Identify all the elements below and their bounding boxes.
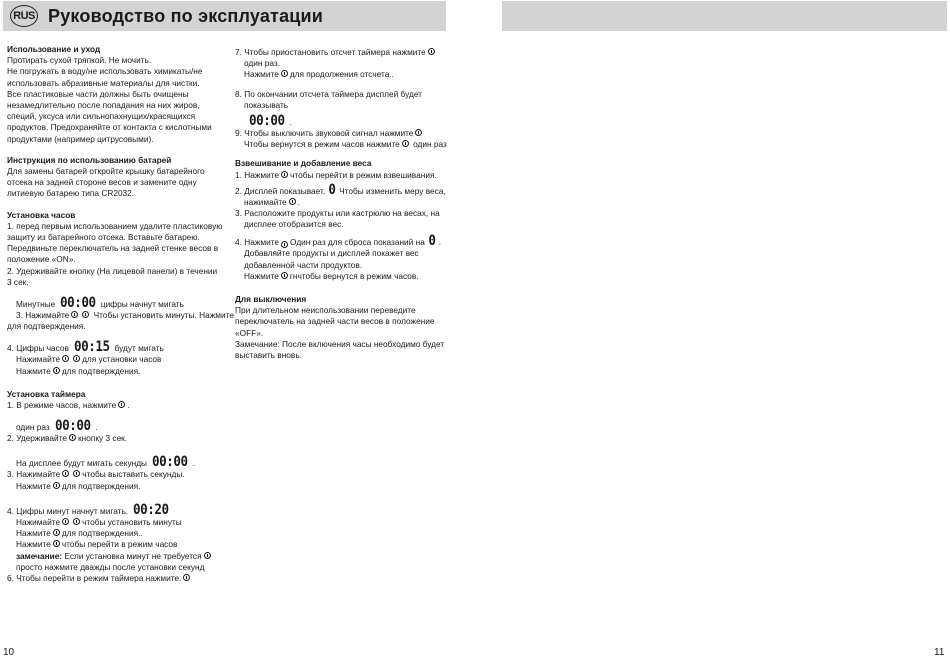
text-line: Добавляйте продукты и дисплей покажет вес <box>244 248 419 259</box>
text-line: 2. Удерживайте <box>7 433 67 444</box>
button-icon <box>428 48 435 55</box>
text-line: 4. Нажмите <box>235 237 280 248</box>
button-icon <box>82 311 89 318</box>
button-icon <box>73 470 80 477</box>
text-line: Нажмите <box>16 480 51 491</box>
button-icon <box>53 529 60 536</box>
text-line: Все пластиковые части должны быть очищены <box>7 88 189 99</box>
text-line: для подтверждения.. <box>61 528 143 539</box>
text-line: один раз. <box>244 58 281 69</box>
text-line: На дисплее будут мигать секунды <box>16 458 148 469</box>
button-icon <box>204 552 211 559</box>
text-line: чтобы установить минуты <box>82 516 182 527</box>
text-line: отсека на задней стороне весов и замените одну <box>7 177 197 188</box>
text-line: 3 сек. <box>7 276 29 287</box>
lcd-display-icon: 0 <box>428 233 436 250</box>
text-line: для установки часов <box>82 354 162 365</box>
text-line: Нажмите <box>16 528 51 539</box>
section-title-power-off: Для выключения <box>235 294 307 305</box>
left-column: Использование и уход Протирать сухой тряпкой. Не мочить. Не погружать в воду/не использовать химикаты/не использовать абразивные материалы для чистки. Все пластиковые части должны быть очищены незамедлительно после попадания на них жиров, специй, уксуса или сильнопахнущих/красящихся продуктов. Предохраняйте от контакта с кислотными продуктами (например цитрусовыми). Инструкция по использованию батарей Для замены батарей откройте крышку батарейного отсека на задней стороне весов и замените одну литиевую батарею типа CR2032. Установка часов 1. перед первым использованием удалите пластиковую защиту из батарейного отсека. Вставьте батарею. Передвиньте переключатель на задней стенке весов в положение «ON». 2. Удерживайте кнопку (На лицевой панели) в течении 3 сек. Минутные 00:00 цифры начнут мигать 3. Нажимайте Чтобы установить минуты. Нажмите для подтверждения. 4. Цифры часов 00:15 будут мигать Нажимайте для установки часов Нажмите для подтверждения. Установка таймера 1. В режиме часов, нажмите . один раз 00:00 . 2. Удерживайте кнопку 3 сек. На дисплее будут мигать секунды 00:00 . 3. Нажимайте чтобы выставить секунды. Нажмите для подтверждения. 4. Цифры минут начнут мигать. 00:20 Нажимайте чтобы установить минуты Нажмите для подтверждения.. Нажмите чтобы перейти в режим часов замечание: Если установка минут не требуется просто нажмите дважды после установки секунд 6. Чтобы перейти в режим таймера нажмите. <box>7 44 234 583</box>
section-title-batteries: Инструкция по использованию батарей <box>7 154 172 165</box>
button-icon <box>69 434 76 441</box>
text-line: положение «ON». <box>7 254 76 265</box>
text-line: 9. Чтобы выключить звуковой сигнал нажмите <box>235 128 414 139</box>
text-line: Если установка минут не требуется <box>64 550 202 561</box>
text-line: показывать <box>244 99 289 110</box>
text-line: один раз <box>413 139 447 150</box>
text-line: один раз <box>16 422 50 433</box>
page-number-left: 10 <box>3 647 15 658</box>
text-line: Минутные <box>16 298 56 309</box>
button-icon <box>71 311 78 318</box>
text-line: Один раз для сброса показаний на <box>290 237 425 248</box>
text-line: «OFF». <box>235 327 264 338</box>
lcd-display-icon: 00:00 <box>248 113 285 130</box>
text-line: При длительном неиспользовании переведите <box>235 305 416 316</box>
text-line: просто нажмите дважды после установки секунд <box>16 561 205 572</box>
text-line: Передвиньте переключатель на задней стенке весов в <box>7 243 219 254</box>
text-line: использовать абразивные материалы для чистки. <box>7 77 200 88</box>
lcd-display-icon: 00:00 <box>60 295 96 312</box>
text-line: кнопку 3 сек. <box>78 433 128 444</box>
text-line: дисплее отобразится вес. <box>244 219 344 230</box>
text-line: 2. Дисплей показывает. <box>235 185 326 196</box>
lcd-display-icon: 00:15 <box>73 339 110 356</box>
text-line: 3. Нажимайте <box>7 469 61 480</box>
text-line: Чтобы установить минуты. Нажмите <box>93 310 234 321</box>
header-bar-left <box>3 1 446 31</box>
button-icon <box>62 355 69 362</box>
button-icon <box>62 470 69 477</box>
text-line: будут мигать <box>114 343 164 354</box>
text-line: продуктами (например цитрусовыми). <box>7 133 154 144</box>
section-title-care: Использование и уход <box>7 44 101 54</box>
button-icon <box>281 241 288 248</box>
button-icon <box>402 140 409 147</box>
button-icon <box>53 540 60 547</box>
text-line: 3. Расположите продукты или кастрюлю на весах, на <box>235 208 440 219</box>
text-line: Замечание: После включения часы необходимо будет <box>235 338 445 349</box>
button-icon <box>289 198 296 205</box>
button-icon <box>281 272 288 279</box>
button-icon <box>53 482 60 489</box>
lcd-display-icon: 00:20 <box>133 501 169 518</box>
lcd-display-icon: 00:00 <box>151 454 188 471</box>
button-icon <box>281 70 288 77</box>
text-line: для подтверждения. <box>7 321 86 332</box>
text-line: 4. Цифры минут начнут мигать. <box>7 505 129 516</box>
button-icon <box>183 574 190 581</box>
header-bar-right <box>502 1 947 31</box>
text-line: 7. Чтобы приостановить отсчет таймера нажмите <box>235 47 426 57</box>
page-number-right: 11 <box>934 647 945 658</box>
section-title-weighing: Взвешивание и добавление веса <box>235 158 372 169</box>
button-icon <box>53 367 60 374</box>
text-line: чтобы выставить секунды. <box>82 469 185 480</box>
text-line: 6. Чтобы перейти в режим таймера нажмите. <box>7 572 182 583</box>
text-line: продуктов. Предохраняйте от контакта с кислотными <box>7 122 212 133</box>
text-line: 4. Цифры часов <box>7 343 69 354</box>
text-line: Нажмите <box>16 539 51 550</box>
lcd-display-icon: 00:00 <box>54 418 91 435</box>
button-icon <box>62 518 69 525</box>
text-line: чтобы вернутся в режим часов. <box>297 270 419 281</box>
button-icon <box>415 129 422 136</box>
text-line: нажимайте <box>244 196 287 207</box>
text-line: переключатель на задней части весов в положение <box>235 316 435 327</box>
text-line: Нажмите <box>244 270 279 281</box>
text-line: специй, уксуса или сильнопахнущих/красящихся <box>7 111 196 122</box>
text-line: Нажмите <box>244 69 279 80</box>
section-title-clock: Установка часов <box>7 209 76 220</box>
text-line: чтобы перейти в режим часов <box>61 539 178 550</box>
page-title: Руководство по эксплуатации <box>48 5 324 26</box>
right-column: 7. Чтобы приостановить отсчет таймера нажмите один раз. Нажмите для продолжения отсчета.. 8. По окончании отсчета таймера дисплей будет показывать 00:00 . 9. Чтобы выключить звуковой сигнал нажмите Чтобы вернутся в режим часов нажмите один раз Взвешивание и добавление веса 1. Нажмите чтобы перейти в режим взвешивания. 2. Дисплей показывает. 0 Чтобы изменить меру веса, нажимайте . 3. Расположите продукты или кастрюлю на весах, на дисплее отобразится вес. 4. Нажмите Один раз для сброса показаний на 0 . Добавляйте продукты и дисплей покажет вес добавленной части продуктов. Нажмите гнчтобы вернутся в режим часов. Для выключения При длительном неиспользовании переведите переключатель на задней части весов в положение «OFF». Замечание: После включения часы необходимо будет выставить вновь. <box>235 47 447 361</box>
button-icon <box>118 401 125 408</box>
text-line: 8. По окончании отсчета таймера дисплей будет <box>235 88 422 99</box>
text-line: Для замены батарей откройте крышку батарейного <box>7 166 205 177</box>
text-line: Нажимайте <box>16 354 61 365</box>
text-line: добавленной части продуктов. <box>244 259 363 270</box>
text-line: Чтобы изменить меру веса, <box>339 185 446 196</box>
text-line: чтобы перейти в режим взвешивания. <box>290 169 437 180</box>
text-line: 1. В режиме часов, нажмите <box>7 400 117 411</box>
text-line: защиту из батарейного отсека. Вставьте батарею. <box>7 232 200 243</box>
text-line: гн <box>289 270 298 281</box>
text-line: литиевую батарею типа CR2032. <box>7 188 135 199</box>
text-line: 1. Нажмите <box>235 169 280 180</box>
button-icon <box>281 171 288 178</box>
section-title-timer: Установка таймера <box>7 388 86 399</box>
button-icon <box>73 355 80 362</box>
text-line: Протирать сухой тряпкой. Не мочить. <box>7 55 152 66</box>
text-line: 3. Нажимайте <box>16 310 70 321</box>
text-line: для подтверждения. <box>61 480 141 491</box>
text-line: Нажмите <box>16 365 51 376</box>
note-label: замечание: <box>16 550 63 561</box>
language-badge: RUS <box>10 5 38 27</box>
text-line: Нажимайте <box>16 516 61 527</box>
text-line: 2. Удерживайте кнопку (На лицевой панели) в течении <box>7 265 218 276</box>
lcd-display-icon: 0 <box>328 181 336 198</box>
text-line: для продолжения отсчета.. <box>289 69 394 80</box>
text-line: Чтобы вернутся в режим часов нажмите <box>244 139 400 150</box>
text-line: для подтверждения. <box>61 365 141 376</box>
text-line: 1. перед первым использованием удалите пластиковую <box>7 220 223 231</box>
text-line: цифры начнут мигать <box>100 298 184 309</box>
text-line: выставить вновь. <box>235 350 302 361</box>
button-icon <box>73 518 80 525</box>
text-line: Не погружать в воду/не использовать химикаты/не <box>7 66 203 77</box>
text-line: незамедлительно после попадания на них жиров, <box>7 100 200 111</box>
